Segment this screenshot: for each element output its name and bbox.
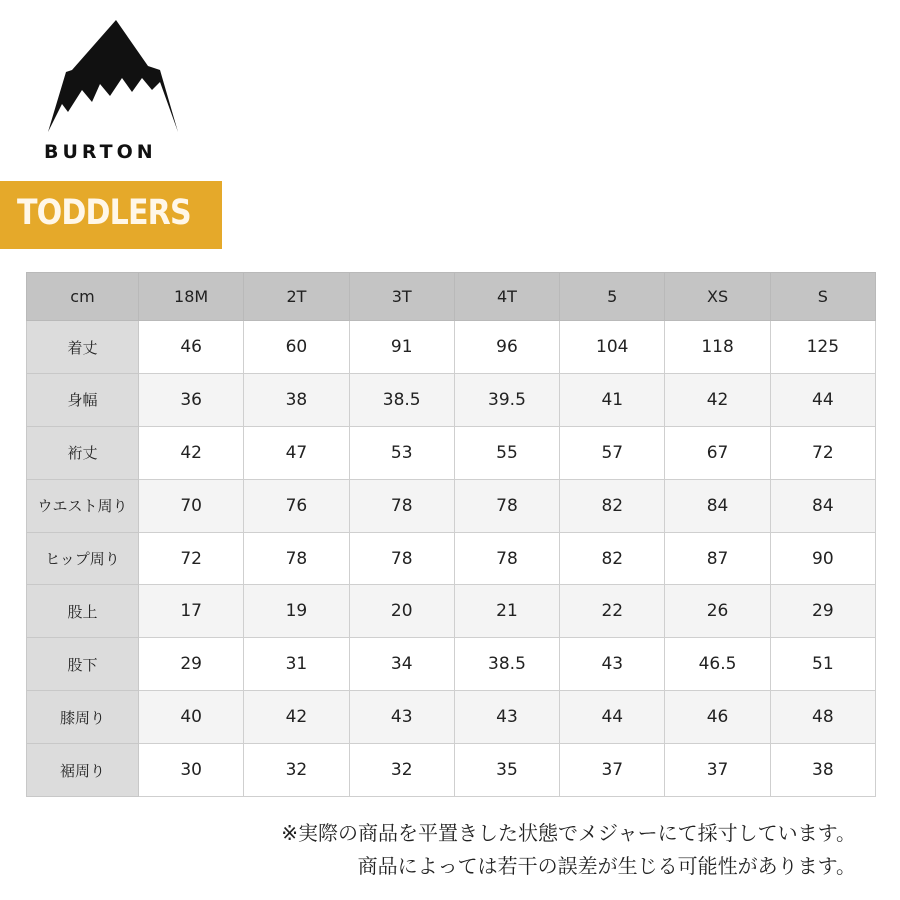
table-cell: 31 bbox=[244, 638, 349, 691]
table-cell: 125 bbox=[770, 321, 875, 374]
table-cell: 44 bbox=[770, 373, 875, 426]
table-row bbox=[27, 373, 876, 426]
brand-name: BURTON bbox=[44, 141, 157, 163]
table-cell: 46 bbox=[139, 321, 244, 374]
table-cell: 53 bbox=[349, 426, 454, 479]
table-cell: 76 bbox=[244, 479, 349, 532]
table-cell: 72 bbox=[770, 426, 875, 479]
size-header: S bbox=[770, 273, 875, 321]
table-cell: 78 bbox=[349, 479, 454, 532]
size-header: 4T bbox=[454, 273, 559, 321]
table-cell: 20 bbox=[349, 585, 454, 638]
table-cell: 82 bbox=[560, 479, 665, 532]
size-header: 5 bbox=[560, 273, 665, 321]
table-cell: 22 bbox=[560, 585, 665, 638]
table-row bbox=[27, 532, 876, 585]
table-cell: 84 bbox=[665, 479, 770, 532]
table-cell: 57 bbox=[560, 426, 665, 479]
measurement-label: 股上 bbox=[27, 585, 139, 638]
measurement-label: 裄丈 bbox=[27, 426, 139, 479]
table-cell: 67 bbox=[665, 426, 770, 479]
measurement-label: ウエスト周り bbox=[27, 479, 139, 532]
table-cell: 41 bbox=[560, 373, 665, 426]
tolerance-note: 商品によっては若干の誤差が生じる可能性があります。 bbox=[357, 854, 856, 878]
table-cell: 104 bbox=[560, 321, 665, 374]
table-cell: 55 bbox=[454, 426, 559, 479]
size-table-body bbox=[27, 273, 876, 797]
table-cell: 29 bbox=[770, 585, 875, 638]
table-cell: 72 bbox=[139, 532, 244, 585]
measurement-label: 着丈 bbox=[27, 321, 139, 374]
table-cell: 78 bbox=[349, 532, 454, 585]
table-cell: 78 bbox=[244, 532, 349, 585]
table-cell: 51 bbox=[770, 638, 875, 691]
size-header: 2T bbox=[244, 273, 349, 321]
table-cell: 47 bbox=[244, 426, 349, 479]
size-header: XS bbox=[665, 273, 770, 321]
table-row bbox=[27, 426, 876, 479]
table-cell: 46 bbox=[665, 691, 770, 744]
table-cell: 96 bbox=[454, 321, 559, 374]
table-row bbox=[27, 585, 876, 638]
brand-logo bbox=[44, 20, 184, 138]
table-cell: 42 bbox=[244, 691, 349, 744]
category-badge bbox=[0, 181, 222, 249]
table-cell: 35 bbox=[454, 744, 559, 797]
table-cell: 42 bbox=[139, 426, 244, 479]
table-cell: 30 bbox=[139, 744, 244, 797]
table-cell: 39.5 bbox=[454, 373, 559, 426]
mountain-logo-icon bbox=[44, 20, 184, 138]
table-row bbox=[27, 321, 876, 374]
table-cell: 38 bbox=[770, 744, 875, 797]
table-cell: 43 bbox=[454, 691, 559, 744]
table-cell: 34 bbox=[349, 638, 454, 691]
table-cell: 82 bbox=[560, 532, 665, 585]
table-cell: 36 bbox=[139, 373, 244, 426]
table-cell: 32 bbox=[349, 744, 454, 797]
unit-label: cm bbox=[27, 273, 139, 321]
table-cell: 19 bbox=[244, 585, 349, 638]
table-cell: 38 bbox=[244, 373, 349, 426]
size-table bbox=[26, 272, 876, 797]
table-cell: 44 bbox=[560, 691, 665, 744]
measurement-label: 裾周り bbox=[27, 744, 139, 797]
table-cell: 43 bbox=[560, 638, 665, 691]
table-cell: 91 bbox=[349, 321, 454, 374]
table-cell: 17 bbox=[139, 585, 244, 638]
table-cell: 29 bbox=[139, 638, 244, 691]
table-row bbox=[27, 691, 876, 744]
table-cell: 37 bbox=[665, 744, 770, 797]
table-cell: 78 bbox=[454, 532, 559, 585]
table-row bbox=[27, 638, 876, 691]
table-cell: 60 bbox=[244, 321, 349, 374]
table-row bbox=[27, 479, 876, 532]
table-cell: 38.5 bbox=[349, 373, 454, 426]
measurement-note: ※実際の商品を平置きした状態でメジャーにて採寸しています。 bbox=[281, 821, 856, 845]
table-cell: 37 bbox=[560, 744, 665, 797]
table-cell: 21 bbox=[454, 585, 559, 638]
category-badge-label: TODDLERS bbox=[17, 193, 191, 233]
table-cell: 43 bbox=[349, 691, 454, 744]
size-header: 18M bbox=[139, 273, 244, 321]
table-cell: 40 bbox=[139, 691, 244, 744]
table-cell: 32 bbox=[244, 744, 349, 797]
table-cell: 70 bbox=[139, 479, 244, 532]
table-cell: 78 bbox=[454, 479, 559, 532]
measurement-label: 身幅 bbox=[27, 373, 139, 426]
table-cell: 84 bbox=[770, 479, 875, 532]
table-cell: 90 bbox=[770, 532, 875, 585]
table-cell: 118 bbox=[665, 321, 770, 374]
table-row bbox=[27, 744, 876, 797]
measurement-label: ヒップ周り bbox=[27, 532, 139, 585]
size-header: 3T bbox=[349, 273, 454, 321]
header-row bbox=[27, 273, 876, 321]
table-cell: 46.5 bbox=[665, 638, 770, 691]
measurement-label: 股下 bbox=[27, 638, 139, 691]
measurement-label: 膝周り bbox=[27, 691, 139, 744]
table-cell: 38.5 bbox=[454, 638, 559, 691]
table-cell: 42 bbox=[665, 373, 770, 426]
table-cell: 48 bbox=[770, 691, 875, 744]
table-cell: 26 bbox=[665, 585, 770, 638]
table-cell: 87 bbox=[665, 532, 770, 585]
